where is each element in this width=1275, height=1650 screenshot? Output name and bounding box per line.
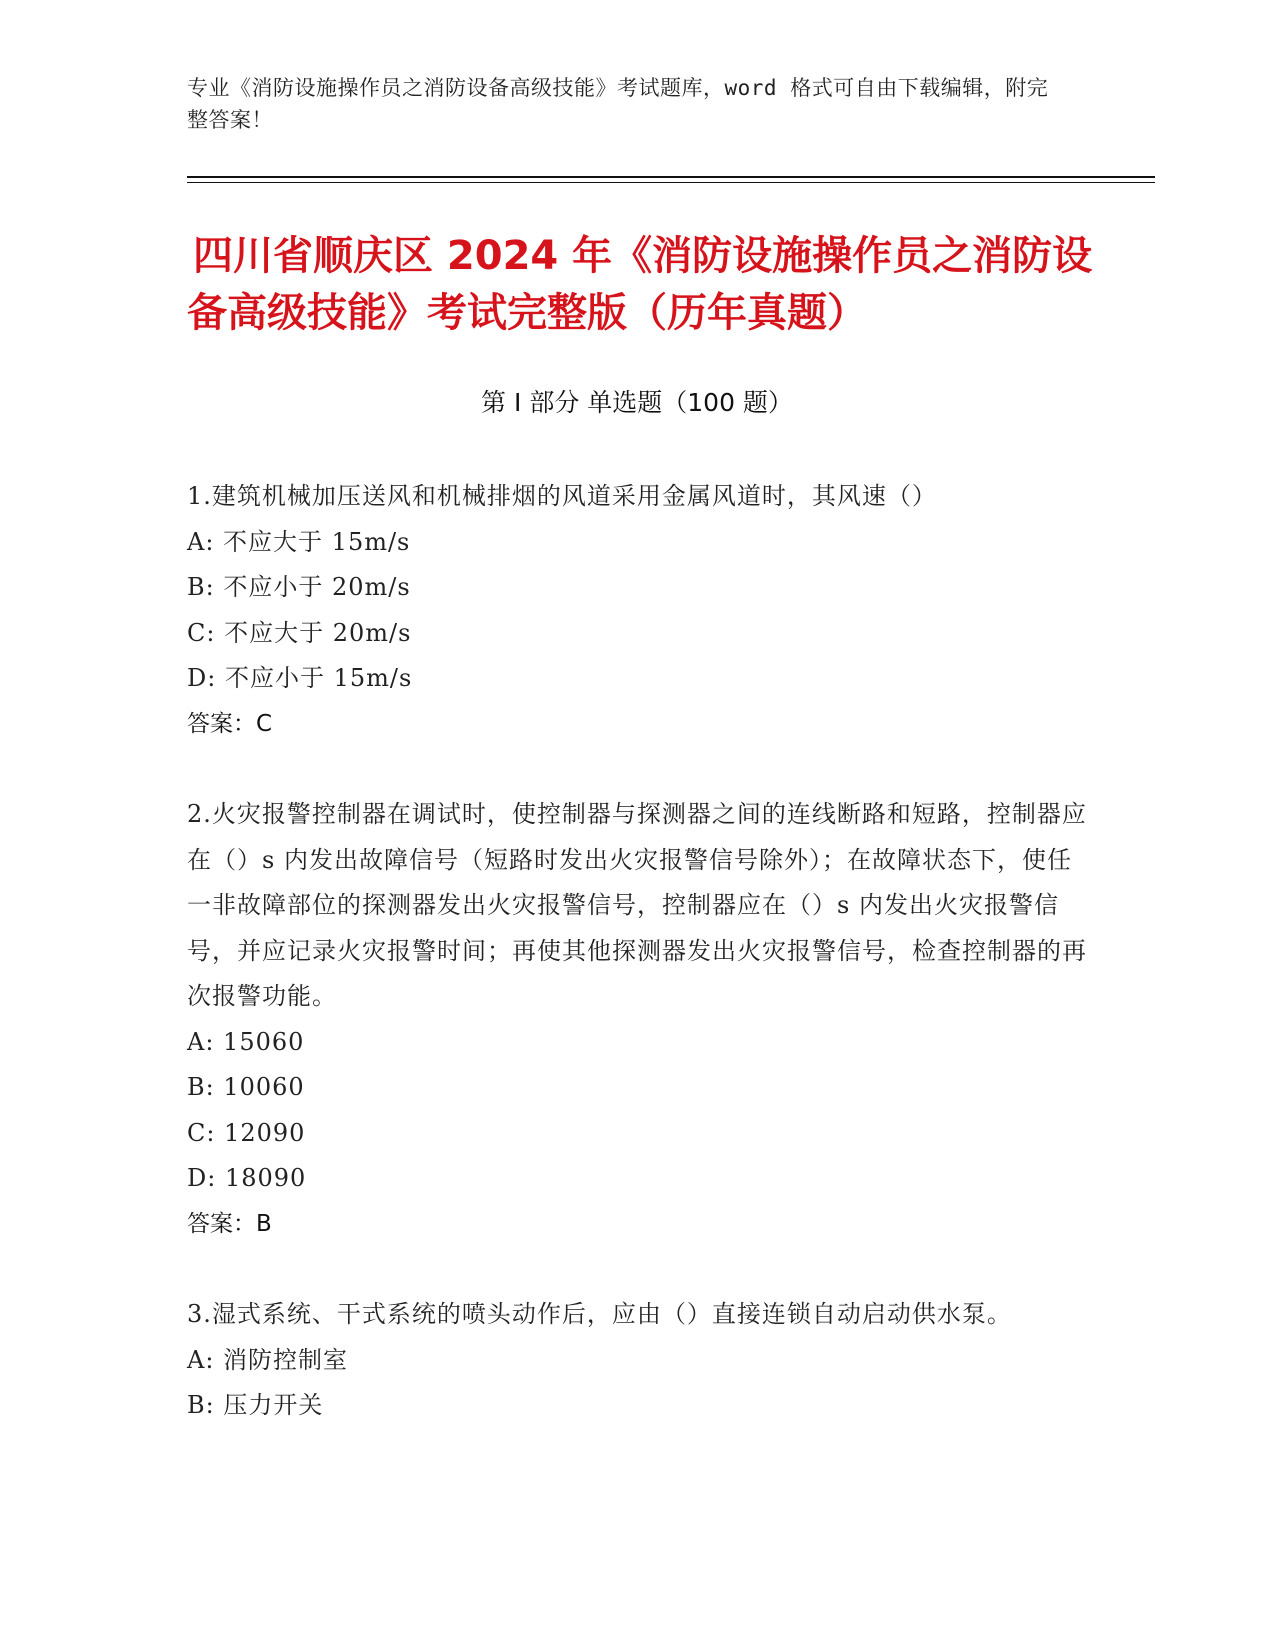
option-b: B: 压力开关 [187,1391,324,1419]
option-b: B: 不应小于 20m/s [187,573,411,601]
option-b: B: 10060 [187,1073,305,1101]
option-a: A: 不应大于 15m/s [187,527,411,556]
question-list [187,474,1087,1429]
answer-label: 答案：B [187,1210,272,1237]
question-3 [187,1292,1087,1429]
document-title: 四川省顺庆区 2024 年《消防设施操作员之消防设备高级技能》考试完整版（历年真题） [187,233,1093,336]
option-d: D: 18090 [187,1164,307,1192]
option-d: D: 不应小于 15m/s [187,664,413,692]
question-stem: 1.建筑机械加压送风和机械排烟的风道采用金属风道时，其风速（） [187,482,937,510]
question-gap [187,747,1087,792]
section-heading: 第 I 部分 单选题（100 题） [481,388,793,417]
header-divider-thick [187,176,1155,178]
question-1 [187,474,1087,747]
option-c: C: 12090 [187,1118,306,1147]
question-stem: 2.火灾报警控制器在调试时，使控制器与探测器之间的连线断路和短路，控制器应在（）s 内发出故障信号（短路时发出火灾报警信号除外）；在故障状态下，使任一非故障部位的探测器发出火灾报警信号，控制器应在（）s 内发出火灾报警信号，并应记录火灾报警时间；再使其他探测器发出火灾报警信号，检查控制器的再次报警功能。 [187,800,1087,1010]
header-divider-thin [187,182,1155,183]
question-gap [187,1247,1087,1292]
option-a: A: 消防控制室 [187,1345,349,1374]
question-stem: 3.湿式系统、干式系统的喷头动作后，应由（）直接连锁自动启动供水泵。 [187,1300,1012,1328]
answer-label: 答案：C [187,710,273,737]
header-note: 专业《消防设施操作员之消防设备高级技能》考试题库，word 格式可自由下载编辑，附完整答案！ [187,76,1049,132]
option-c: C: 不应大于 20m/s [187,618,412,647]
question-2 [187,792,1087,1247]
option-a: A: 15060 [187,1027,305,1056]
